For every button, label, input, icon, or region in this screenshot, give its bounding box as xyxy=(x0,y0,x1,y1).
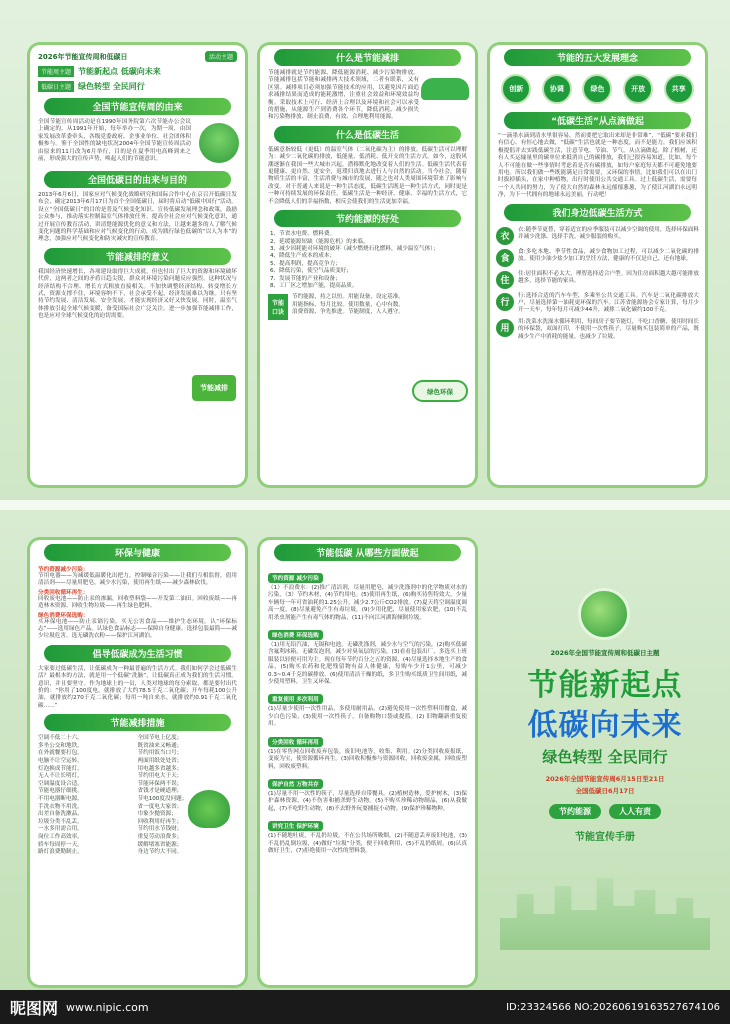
slogan-line: 用能指标，每月比较。使用数量，心中有数。 xyxy=(292,301,404,308)
measures-title: 节能减排措施 xyxy=(44,714,231,731)
save-benefit-item: 4、降低生产成本的成本； xyxy=(270,253,336,260)
measure-left: 不用电器断电源， xyxy=(38,796,83,803)
from-where-sections xyxy=(260,565,475,855)
measure-right: 省钱才是硬道理； xyxy=(137,788,183,795)
footer-id: ID:23324566 NO:20260619163527674106 xyxy=(506,1001,720,1013)
save-benefit-item: 1、节省水电费、燃料费。 xyxy=(270,231,336,238)
week-label: 节能周主题 xyxy=(38,66,74,77)
cover-date-1: 2026年全国节能宣传周6月15日至21日 xyxy=(545,775,665,783)
green-env-badge: 绿色环保 xyxy=(412,380,468,402)
measure-right: 身边节约大不同。 xyxy=(137,849,183,856)
measure-right: 重复劳动浪费多； xyxy=(137,834,183,840)
measure-right: 节能环保两不误； xyxy=(137,780,183,787)
save-res-text: 节用电器——为减缓低温暖化出把力，控制噪音污染——让我们互相监督，倡用清洁剂——尽量用肥皂，减少水污染，使用再生纸——减少森林砍伐。 xyxy=(38,573,237,587)
way-text: 行:选择合适的汽车车型，多乘坐公共交通工具。汽车是二氧化碳排放大户，尽量选择第一油耗更环保的汽车。江苏省能源协会专家计算，每月少开一天车，每年每月可减少44升，减排二氧化碳约100千克。 xyxy=(518,292,699,314)
city-skyline-icon xyxy=(500,870,710,950)
origin-text: 全国节能宣传周活动是在1990年国务院第六次节能办公会议上确定的，从1991年开始，每年举办一次，为期一周，由国家发展改革委牵头，各级党委政府、企事业单位、社会团体积极参与。鉴于全国性的缺电状况2004年全国节能宣传周活动由原来的11月改为6月举行，目的是在夏季用电高峰到来之前，形成强大的宣传声势，唤起人们的节能意识。 xyxy=(38,119,191,163)
cover-pill-1: 节约能源 xyxy=(549,804,601,819)
save-benefits-title: 节约能源的好处 xyxy=(274,210,461,227)
week-title: 2026年节能宣传周和低碳日 xyxy=(38,52,128,61)
measure-left: 垃圾分类不乱丢， xyxy=(38,818,83,825)
save-benefit-item: 5、提高利润，提高竞争力； xyxy=(270,260,341,267)
measure-left: 一水多用需合用， xyxy=(38,826,83,833)
advocate-text: 大家要过低碳生活，让低碳成为一种最普遍的生活方式。我们如何学会过低碳生活？最根本的方法，就是用一个低碳“洗脑”，让低碳真正成为我们的生活习惯。意识，并且要坚守。作为地球上的一员，人类对地球的每分索取，都是要付出代价的：“你用了100度电，就排放了大约78.5千克二氧化碳；开车每耗100公升油，就排放约270千克二氧化碳；每用一吨自来水，就排放约0.91千克二氧化碳……” xyxy=(38,665,237,709)
save-benefit-item: 6、降低污染，使空气品质变好； xyxy=(270,268,352,275)
lowcarbon-life-text: 低碳意指较低（更低）的温室气体（二氧化碳为主）的排放。低碳生活可以理解为：减少二氧化碳的排放，低能量、低消耗、低开支的生活方式。如今，这股风潮逐渐在我国一些大城市兴起，潜移默化地改变着人们的生活。低碳生活代表着更健康、更自然、更安全，返璞归真地去进行人与自然的活动。当今社会，随着物质生活的丰富，生活消费与城市的发展，随之也对人类周围环境带来了影响与改变。对于普通人来说是一种生活态度，低碳生活既是一种生活方式，同时更是一种可持续发展的环保责任。低碳生活是一种经济、健康、幸福的生活方式，它不会降低人们的幸福指数，相反会使我们的生活更加幸福。 xyxy=(268,146,467,205)
cover xyxy=(490,520,720,985)
way-char-icon: 衣 xyxy=(496,227,514,245)
five-concept-4: 共享 xyxy=(664,74,694,104)
measure-right: 缓解堵塞省能源； xyxy=(137,841,183,848)
save-benefits-list xyxy=(260,231,475,290)
panel-3 xyxy=(490,45,705,485)
tree-illustration-icon xyxy=(199,123,239,163)
measure-left: 空调温度设合适， xyxy=(38,780,83,787)
measure-row xyxy=(30,849,245,857)
measure-left: 在外就餐要打包， xyxy=(38,750,83,757)
panel-2 xyxy=(260,45,475,485)
cover-subtitle: 绿色转型 全民同行 xyxy=(542,748,668,766)
lowcarbon-origin-title: 全国低碳日的由来与目的 xyxy=(44,171,231,188)
measure-left: 电脑不让空运转， xyxy=(38,758,83,765)
from-where-section-text: (1)尽量少使用一次性用品，多使用耐用品。(2)避免使用一次性塑料用餐盒，减少白色污染，(3)使用一次性筷子，自备购物口袋或提篮。(2) 旧物翻新重复使用。 xyxy=(268,706,467,728)
measure-left: 多坐公交和地铁， xyxy=(38,742,83,749)
day-theme: 绿色转型 全民同行 xyxy=(78,82,145,91)
measure-row xyxy=(30,834,245,842)
measure-row xyxy=(30,735,245,743)
measure-row xyxy=(30,758,245,766)
heart-leaf-icon xyxy=(188,790,230,828)
life-title: “低碳生活”从点滴做起 xyxy=(504,112,691,129)
from-where-section-title: 绿色消费 环保选购 xyxy=(268,630,323,640)
measure-row xyxy=(30,750,245,758)
slogan-label: 节能口诀 xyxy=(268,294,288,320)
way-text: 用:洗菜水洗澡水循环利用，每间房子要节能灯，不吃口香糖，使用时间长的环保袋，双面打印，不使用一次性筷子，尽量购买包装简单的产品，既减少生产中消耗的能量，也减少了垃圾。 xyxy=(518,318,699,340)
measure-right: 巾象少抛资源； xyxy=(137,811,177,818)
save-res-title: 节约资源减少污染： xyxy=(38,567,89,573)
panel-5 xyxy=(260,540,475,985)
from-where-section-text: （1）不浪费水：(2)推广清洁剂，尽量用肥皂，减少洗涤剂中的化学物质对水的污染，（3）节约木材，(4)节约用电。(5)使用再生纸，(6)购买待售特效大，少量车辆每一年可省油耗的1.25公升，减少2.7公斤CO2排放。(7)夏天将空调温度调高一度，(8)尽量避免产生有毒垃圾，(9)少用化肥，尽量使用家农肥，(10)不乱用杀虫剂能产生有毒气体的物品，(11)不向江河湖海倾倒垃圾。 xyxy=(268,585,467,621)
way-text: 衣:随季节更替，穿着适宜的应季服装可以减少空调的使用，选择环保面料并减少洗涤、选择手洗、减少服装的购买。 xyxy=(518,226,699,241)
measure-left: 出差自备洗漱品， xyxy=(38,811,83,818)
way-text: 食:多吃本地、季节性食品，减少食物加工过程，可以减少二氧化碳的排放。使用少油少盐少加工的烹饪方法，健康的不仅是自己，还有地球。 xyxy=(518,248,699,263)
slogan-line: 浪费资源，争先推进。节能制度，人人遵守。 xyxy=(292,309,404,316)
way-row xyxy=(490,317,705,343)
cover-date-2: 全国低碳日6月17日 xyxy=(575,787,635,795)
save-benefit-item: 8、工厂区之增加产能，提高品质。 xyxy=(270,282,358,289)
cover-title-2: 低碳向未来 xyxy=(527,708,683,743)
from-where-section-text: （1)用无铅汽油，无镉和电池，无磷洗涤剂，减少水与空气的污染，(2)购买低碳含氟利冰箱，无磷发泡剂，减少对臭氧层的污染，(3)看看包装出厂，多选买上班服装以轻便可用为主。现在每年节约百分之五的资源，(4)尽量选择本地生产的食品，(5)购买农药和化肥残留物有益人体健康，每购车少开1公里，可减少0.3~0.4千克的碳排放。(6)使用清洁干燥的纸，多卫生购买纸质卫生间用纸，减少使用塑料，卫生又环保。 xyxy=(268,642,467,686)
env-health-title: 环保与健康 xyxy=(44,544,231,561)
cover-handbook: 节能宣传手册 xyxy=(575,832,635,843)
ways-title: 我们身边低碳生活方式 xyxy=(504,204,691,221)
five-concept-0: 创新 xyxy=(501,74,531,104)
life-text: “一滴墨水滴到清水里很容易，然而要把它取出来却是非常难”，“低碳”要求我们有信心、有恒心地去做，“低碳”生活也就是一种态度，而不是能力，我们应该积极提倡并去实践低碳生活，注意节电、节油、节气，从点滴做起。除了植树，还有人买运输量里的碳单位来抵消自己的碳排放，我们已很容易知道，比如，每个人不可能在做一些事情时考虑着是否有碳排放，如每户家庭每天都不可避免地要用电。所以我们做一些既能满足日常需要，又环保的事情，比如我们可以在出门时拔掉插头，在家中种植物，出行时使用公共交通工具。过上低碳生活，需要每一个人共同的努力，为了使大自然的森林永远郁郁葱葱，为了使江河湖泊永远明净，为下一代拥有的地球永远美丽，行动吧！ xyxy=(498,133,697,199)
measure-left: 手洗衣物不用洗， xyxy=(38,803,83,810)
from-where-section-text: (1)在零售网点回收废弃包装，废旧电池等，收集、利用。(2)分类回收废报纸，变废为宝，使资源循环再生。(3)回收积极参与资源回收，回收废金属，回收废塑料，回收废塑料。 xyxy=(268,748,467,770)
way-char-icon: 行 xyxy=(496,293,514,311)
slogan-line: 节约能源，持之以恒。用能设备，设定基准。 xyxy=(292,294,404,301)
footer-bar xyxy=(0,990,730,1024)
cover-title-1: 节能新起点 xyxy=(527,668,683,703)
measure-right: 节约用电大于天； xyxy=(137,773,183,780)
way-row xyxy=(490,247,705,269)
measure-right: 用电越多省越多； xyxy=(137,765,183,772)
way-char-icon: 住 xyxy=(496,271,514,289)
measure-left: 灯泡换成节能灯， xyxy=(38,765,83,772)
recycle-text: 回收废电池——防止汞的渗漏，回收塑料袋——开发第二油田。回收废纸——再造林木资源。回收生物垃圾——再生绿色肥料。 xyxy=(38,595,237,610)
fold-separator xyxy=(0,500,730,510)
globe-logo-icon xyxy=(578,588,630,640)
green-consume-title: 绿色消费环保选购： xyxy=(38,612,89,619)
from-where-section-text: (1)尽量不用一次性的筷子，尽量选择自带餐具。(2)植树造林，爱护树木，(3)保护森林资源，(4)不伤害和捕杀野生动物。(5)不购买珍稀动物制品，(6)从我做起，(7)不吃野生动物，(8)不去野外玩耍捕捉小动物。(9)保护珍稀物种。 xyxy=(268,790,467,812)
way-row xyxy=(490,269,705,291)
measure-right: 节约用饭当口号； xyxy=(137,750,183,757)
lowcarbon-origin-text: 2013年6月6日，国家应对气候变化战略研究和国际合作中心在京召开低碳日发布会，确定2013年6月17日为首个全国低碳日，届时将启动“低碳中国行”活动。设立“全国低碳日”的目的是普及气候变化知识、宣传低碳发展理念和政策，鼓励公众参与，推动落实控制温室气体排放任务，提高全社会应对气候变化意识，通过开展宣传教育活动，讲清楚能源优化的意义和方法，让越来越多的人了解气候变化问题的科学基础和应对气候变化的行动，成为践行绿色低碳的“以人为本”的理念，加强应对气候变化和防灾减灾的宣传教育。 xyxy=(38,192,237,243)
way-char-icon: 食 xyxy=(496,249,514,267)
slogan-list xyxy=(288,294,404,320)
way-text: 住:居住面积不必太大，理智选择适合户型。因为住房面积越大越可能排放越多，选择节能的家具。 xyxy=(518,270,699,285)
measure-left: 轿车每周停一天， xyxy=(38,841,83,848)
cover-year-theme: 2026年全国节能宣传周和低碳日主题 xyxy=(550,649,660,657)
five-concepts-title: 节能的五大发展理念 xyxy=(504,49,691,66)
cover-pill-2: 人人有责 xyxy=(609,804,661,819)
measure-left: 岗位工作高效率， xyxy=(38,834,83,840)
meaning-title: 节能减排的意义 xyxy=(44,248,231,265)
five-concept-3: 开放 xyxy=(623,74,653,104)
footer-site[interactable]: www.nipic.com xyxy=(66,1000,149,1014)
save-benefit-item: 3、减少因耗能对环境的破坏（减少燃烧石化燃料，减少温室气体）； xyxy=(270,245,439,252)
measure-left: 节能电器仔细挑， xyxy=(38,788,83,795)
what-text: 节能减排就是节约能源、降低能源消耗、减少污染物排放。节能减排包括节能和减排两大技术领域，二者有联系，又有区别。减排项目必须加强节能技术的应用，以避免因片面追求减排结果而造成的能耗激增，注重社会效益和环境效益均衡。采取技术上可行、经济上合理以及环境和社会可以承受的措施，从能源生产到消费各个环节，降低消耗、减少损失和污染物排放、制止浪费，有效、合理地利用能源。 xyxy=(268,70,419,121)
from-where-section-title: 保护自然 万物共存 xyxy=(268,779,323,789)
measure-right: 节电100度没问题； xyxy=(137,796,188,803)
measure-right: 回收利用好再生； xyxy=(137,818,183,825)
save-benefit-item: 2、延缓能源短缺（能源危机）的来临。 xyxy=(270,238,369,245)
save-benefit-item: 7、发展节能的产业和设备； xyxy=(270,275,341,282)
advocate-title: 倡导低碳成为生活习惯 xyxy=(44,645,231,662)
measure-right: 省一度电大家省； xyxy=(137,803,183,810)
meaning-text: 我国经济快速增长，各项建设取得巨大成就，但也付出了巨大的资源和环境破坏代价，这两者之间的矛盾日趋尖锐，群众对环境污染问题反应强烈。这种状况与经济结构不合理、增长方式粗放直接相关。不加快调整经济结构、转变增长方式，资源支撑不住，环境容纳不下，社会承受不起，经济发展难以为继。只有坚持节约发展、清洁发展、安全发展，才能实现经济又好又快发展。同时，温室气体排放引起全球气候变暖，备受国际社会广泛关注。进一步加强节能减排工作，也是应对全球气候变化的迫切需要。 xyxy=(38,268,237,320)
week-theme: 节能新起点 低碳向未来 xyxy=(78,67,161,76)
measure-left: 无人不让长明灯， xyxy=(38,773,83,780)
day-label: 低碳日主题 xyxy=(38,81,74,92)
panel-4 xyxy=(30,540,245,985)
theme-badge: 活动主题 xyxy=(205,51,237,62)
ways-list xyxy=(490,225,705,343)
five-concept-1: 协调 xyxy=(542,74,572,104)
from-where-section-title: 分类回收 循环再用 xyxy=(268,737,323,747)
way-row xyxy=(490,291,705,317)
five-concept-2: 绿色 xyxy=(582,74,612,104)
measure-left: 路灯浪费勤制止， xyxy=(38,849,83,856)
measure-right: 两面用纸处处省； xyxy=(137,758,183,765)
measure-right: 既省油来又畅通； xyxy=(137,742,183,749)
origin-title: 全国节能宣传周的由来 xyxy=(44,98,231,115)
measure-right: 全国节电上亿度； xyxy=(137,735,183,742)
measure-row xyxy=(30,773,245,781)
from-where-section-text: (1)不随地吐痰，不乱扔垃圾，不在公共场所吸烟，(2)不随意丢弃废旧电池，(3)不乱扔乱倒垃圾，(4)做好“垃圾”分类，便于回收利用，(5)不乱扔纸屑，(6)认真做好卫生，(7)拒绝使用一次性的塑料袋。 xyxy=(268,833,467,854)
five-concepts-row xyxy=(490,70,705,108)
from-where-section-title: 节约资源 减少污染 xyxy=(268,573,323,583)
from-where-section-title: 讲究卫生 保护环境 xyxy=(268,821,323,831)
measure-right: 节约用水节钱财； xyxy=(137,826,183,833)
measure-left: 空调不低二十六， xyxy=(38,735,83,742)
footer-logo: 昵图网 xyxy=(10,998,59,1018)
from-where-title: 节能低碳 从哪些方面做起 xyxy=(274,544,461,561)
panel-1 xyxy=(30,45,245,485)
lowcarbon-life-title: 什么是低碳生活 xyxy=(274,126,461,143)
way-char-icon: 用 xyxy=(496,319,514,337)
way-row xyxy=(490,225,705,247)
from-where-section-title: 重复使用 多次利用 xyxy=(268,694,323,704)
green-consume-text: 买环保电池——防止汞镉污染。买无公害食品——维护生态环境。认“环保标志”——选用绿色产品。认绿色食品标志——保障自身健康。选择包装最简——减少垃圾危害。选无磷洗衣粉——保护江河湖泊。 xyxy=(38,618,237,640)
what-title: 什么是节能减排 xyxy=(274,49,461,66)
recycle-title: 分类回收循环再生： xyxy=(38,589,89,596)
energy-saving-badge: 节能减排 xyxy=(192,375,236,401)
electric-car-icon xyxy=(421,78,469,100)
